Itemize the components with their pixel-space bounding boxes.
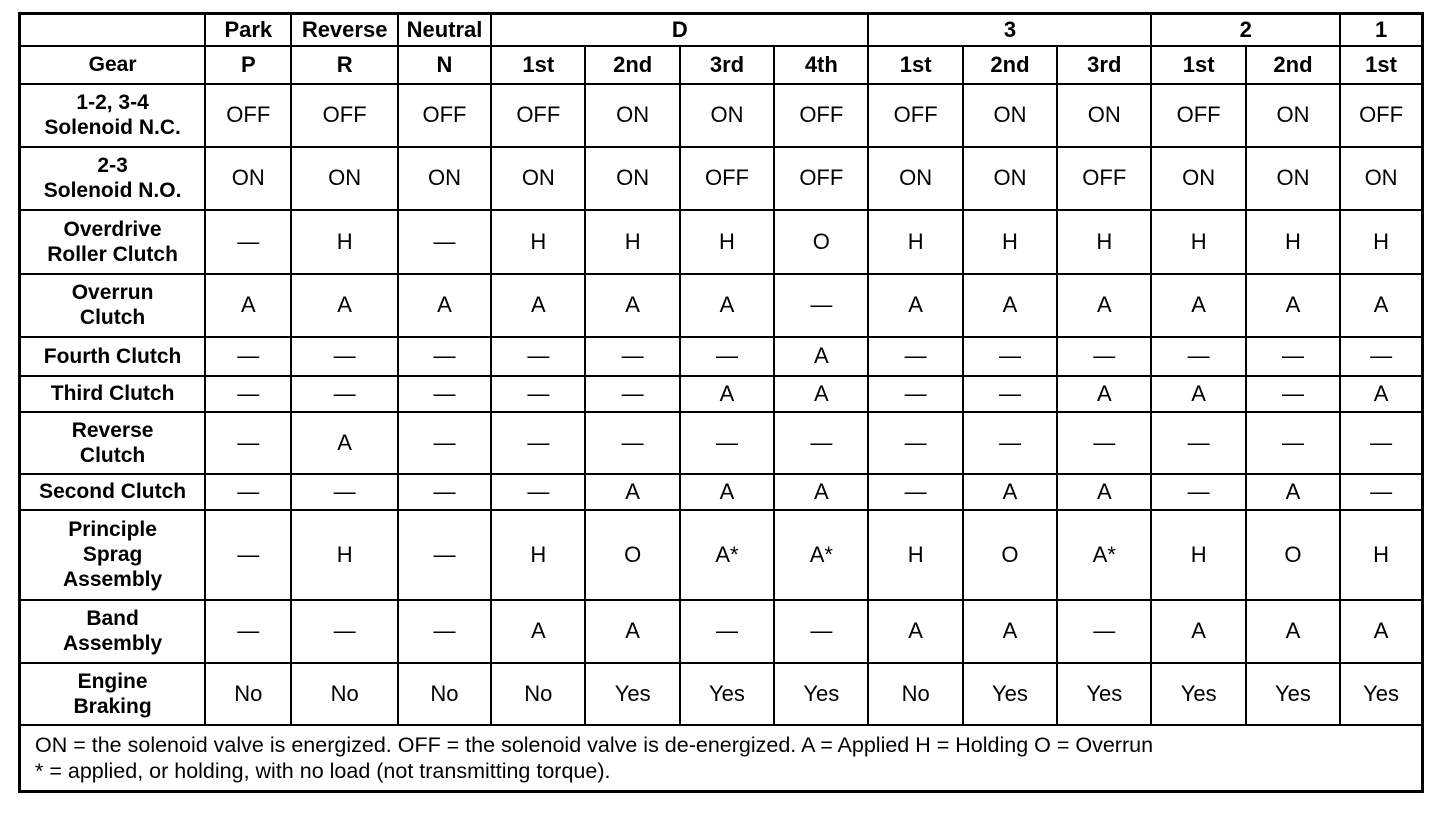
table-cell: A <box>205 274 291 337</box>
table-cell: OFF <box>1340 84 1422 147</box>
table-cell: — <box>491 376 585 412</box>
table-cell: — <box>398 600 491 663</box>
table-cell: O <box>1246 510 1340 600</box>
table-cell: — <box>398 474 491 510</box>
gear-header-cell: R <box>291 46 397 84</box>
table-cell: — <box>398 510 491 600</box>
table-cell: — <box>1151 412 1245 474</box>
table-cell: — <box>205 412 291 474</box>
table-cell: — <box>1057 600 1151 663</box>
table-cell: No <box>205 663 291 725</box>
table-cell: A <box>1246 600 1340 663</box>
table-cell: — <box>963 412 1057 474</box>
table-cell: — <box>585 412 679 474</box>
table-cell: ON <box>963 147 1057 210</box>
gear-header-cell: 1st <box>868 46 962 84</box>
table-cell: — <box>1246 376 1340 412</box>
table-cell: H <box>680 210 774 274</box>
table-cell: A <box>585 600 679 663</box>
table-cell: — <box>868 412 962 474</box>
table-cell: A* <box>1057 510 1151 600</box>
table-cell: — <box>774 274 868 337</box>
selector-position-header: Park <box>205 14 291 46</box>
table-cell: OFF <box>491 84 585 147</box>
table-cell: — <box>1246 337 1340 376</box>
table-cell: ON <box>491 147 585 210</box>
table-cell: A <box>1151 274 1245 337</box>
table-cell: Yes <box>1246 663 1340 725</box>
gear-header-cell: 3rd <box>1057 46 1151 84</box>
legend-row <box>20 725 1423 792</box>
table-cell: Yes <box>1057 663 1151 725</box>
table-cell: — <box>205 600 291 663</box>
table-cell: ON <box>1057 84 1151 147</box>
table-cell: A <box>1340 274 1422 337</box>
table-row <box>20 210 1423 274</box>
table-cell: H <box>1057 210 1151 274</box>
table-cell: — <box>205 210 291 274</box>
table-cell: — <box>1151 474 1245 510</box>
row-label: Fourth Clutch <box>20 337 206 376</box>
table-cell: A* <box>680 510 774 600</box>
table-cell: — <box>491 337 585 376</box>
selector-position-header: 3 <box>868 14 1151 46</box>
table-cell: A <box>1151 600 1245 663</box>
table-cell: H <box>491 510 585 600</box>
table-cell: — <box>774 600 868 663</box>
table-cell: Yes <box>1340 663 1422 725</box>
table-cell: — <box>868 337 962 376</box>
table-cell: — <box>963 337 1057 376</box>
row-label: Third Clutch <box>20 376 206 412</box>
table-cell: O <box>774 210 868 274</box>
table-cell: A <box>963 474 1057 510</box>
table-cell: ON <box>1246 147 1340 210</box>
row-label: Reverse Clutch <box>20 412 206 474</box>
table-cell: — <box>1246 412 1340 474</box>
table-cell: — <box>491 474 585 510</box>
table-cell: — <box>291 600 397 663</box>
table-cell: Yes <box>585 663 679 725</box>
table-cell: A <box>868 600 962 663</box>
table-cell: ON <box>963 84 1057 147</box>
table-cell: — <box>291 474 397 510</box>
chart-body <box>20 14 1423 792</box>
table-cell: ON <box>1340 147 1422 210</box>
gear-row <box>20 46 1423 84</box>
table-cell: — <box>774 412 868 474</box>
table-cell: OFF <box>868 84 962 147</box>
table-cell: — <box>205 474 291 510</box>
row-label: Overdrive Roller Clutch <box>20 210 206 274</box>
table-cell: A <box>963 600 1057 663</box>
gear-header-cell: 2nd <box>963 46 1057 84</box>
table-row <box>20 337 1423 376</box>
table-cell: A <box>1340 600 1422 663</box>
table-cell: — <box>398 376 491 412</box>
table-cell: — <box>205 376 291 412</box>
table-cell: — <box>963 376 1057 412</box>
table-cell: No <box>868 663 962 725</box>
table-cell: Yes <box>963 663 1057 725</box>
gear-header-cell: 4th <box>774 46 868 84</box>
gear-header-cell: N <box>398 46 491 84</box>
table-cell: ON <box>398 147 491 210</box>
table-cell: A <box>680 474 774 510</box>
table-cell: A <box>774 376 868 412</box>
selector-position-header: 2 <box>1151 14 1340 46</box>
legend-line-1: ON = the solenoid valve is energized. OFF = the solenoid valve is de-energized. A = Applied H = Holding O = Overrun <box>35 732 1154 757</box>
table-cell: Yes <box>774 663 868 725</box>
table-cell: — <box>868 376 962 412</box>
table-cell: — <box>680 412 774 474</box>
table-cell: H <box>868 510 962 600</box>
table-cell: OFF <box>680 147 774 210</box>
table-cell: — <box>868 474 962 510</box>
row-label: Band Assembly <box>20 600 206 663</box>
table-row <box>20 600 1423 663</box>
row-label: Engine Braking <box>20 663 206 725</box>
legend-line-2: * = applied, or holding, with no load (not transmitting torque). <box>35 758 611 783</box>
gear-header-cell: 2nd <box>585 46 679 84</box>
table-cell: A <box>1057 474 1151 510</box>
table-cell: OFF <box>291 84 397 147</box>
table-cell: — <box>205 337 291 376</box>
table-cell: OFF <box>1151 84 1245 147</box>
table-row <box>20 412 1423 474</box>
table-cell: ON <box>585 147 679 210</box>
table-cell: Yes <box>1151 663 1245 725</box>
table-cell: H <box>585 210 679 274</box>
table-cell: No <box>398 663 491 725</box>
table-cell: A <box>774 337 868 376</box>
table-cell: H <box>1151 210 1245 274</box>
table-cell: — <box>398 210 491 274</box>
table-cell: H <box>291 210 397 274</box>
selector-position-header: 1 <box>1340 14 1422 46</box>
selector-position-header: Neutral <box>398 14 491 46</box>
table-cell: A <box>680 376 774 412</box>
table-cell: H <box>1246 210 1340 274</box>
table-row <box>20 663 1423 725</box>
table-cell: A <box>1246 474 1340 510</box>
table-cell: OFF <box>1057 147 1151 210</box>
table-row <box>20 474 1423 510</box>
table-cell: A <box>1340 376 1422 412</box>
table-cell: — <box>398 412 491 474</box>
row-label: 2-3 Solenoid N.O. <box>20 147 206 210</box>
table-cell: A <box>774 474 868 510</box>
table-cell: A <box>291 274 397 337</box>
table-cell: O <box>963 510 1057 600</box>
table-cell: A <box>291 412 397 474</box>
table-cell: A <box>491 600 585 663</box>
table-cell: O <box>585 510 679 600</box>
table-cell: A <box>491 274 585 337</box>
table-cell: — <box>1057 412 1151 474</box>
legend-note <box>20 725 1423 792</box>
table-cell: Yes <box>680 663 774 725</box>
table-cell: A <box>1057 274 1151 337</box>
table-cell: No <box>491 663 585 725</box>
table-row <box>20 510 1423 600</box>
gear-header-cell: 1st <box>1340 46 1422 84</box>
table-cell: — <box>680 600 774 663</box>
table-cell: OFF <box>774 84 868 147</box>
gear-header-cell: 1st <box>491 46 585 84</box>
table-cell: — <box>205 510 291 600</box>
table-cell: A <box>868 274 962 337</box>
table-cell: H <box>291 510 397 600</box>
row-label: Principle Sprag Assembly <box>20 510 206 600</box>
table-cell: H <box>1340 210 1422 274</box>
table-row <box>20 84 1423 147</box>
table-cell: OFF <box>205 84 291 147</box>
table-row <box>20 147 1423 210</box>
selector-position-header-row <box>20 14 1423 46</box>
table-cell: ON <box>1246 84 1340 147</box>
table-cell: A <box>1246 274 1340 337</box>
table-cell: — <box>1340 412 1422 474</box>
table-cell: — <box>680 337 774 376</box>
table-cell: — <box>1340 474 1422 510</box>
table-cell: — <box>398 337 491 376</box>
table-cell: A <box>1057 376 1151 412</box>
table-cell: ON <box>1151 147 1245 210</box>
table-row <box>20 274 1423 337</box>
table-cell: A <box>1151 376 1245 412</box>
table-row <box>20 376 1423 412</box>
table-cell: ON <box>205 147 291 210</box>
table-cell: OFF <box>774 147 868 210</box>
gear-row-label: Gear <box>20 46 206 84</box>
table-cell: — <box>1340 337 1422 376</box>
gear-header-cell: 2nd <box>1246 46 1340 84</box>
header-corner-cell <box>20 14 206 46</box>
table-cell: H <box>1340 510 1422 600</box>
table-cell: H <box>868 210 962 274</box>
gear-header-cell: 3rd <box>680 46 774 84</box>
table-cell: A <box>963 274 1057 337</box>
table-cell: — <box>291 376 397 412</box>
table-cell: A <box>680 274 774 337</box>
selector-position-header: D <box>491 14 868 46</box>
table-cell: ON <box>585 84 679 147</box>
table-cell: — <box>291 337 397 376</box>
table-cell: H <box>963 210 1057 274</box>
table-cell: — <box>1151 337 1245 376</box>
gear-header-cell: P <box>205 46 291 84</box>
table-cell: No <box>291 663 397 725</box>
row-label: Second Clutch <box>20 474 206 510</box>
table-cell: ON <box>291 147 397 210</box>
table-cell: ON <box>868 147 962 210</box>
table-cell: A <box>398 274 491 337</box>
gear-header-cell: 1st <box>1151 46 1245 84</box>
row-label: 1-2, 3-4 Solenoid N.C. <box>20 84 206 147</box>
clutch-application-chart <box>18 12 1424 793</box>
table-cell: A <box>585 474 679 510</box>
table-cell: — <box>1057 337 1151 376</box>
table-cell: — <box>491 412 585 474</box>
table-cell: — <box>585 376 679 412</box>
table-cell: ON <box>680 84 774 147</box>
table-cell: OFF <box>398 84 491 147</box>
table-cell: — <box>585 337 679 376</box>
table-cell: A <box>585 274 679 337</box>
table-cell: H <box>491 210 585 274</box>
row-label: Overrun Clutch <box>20 274 206 337</box>
selector-position-header: Reverse <box>291 14 397 46</box>
table-cell: A* <box>774 510 868 600</box>
table-cell: H <box>1151 510 1245 600</box>
